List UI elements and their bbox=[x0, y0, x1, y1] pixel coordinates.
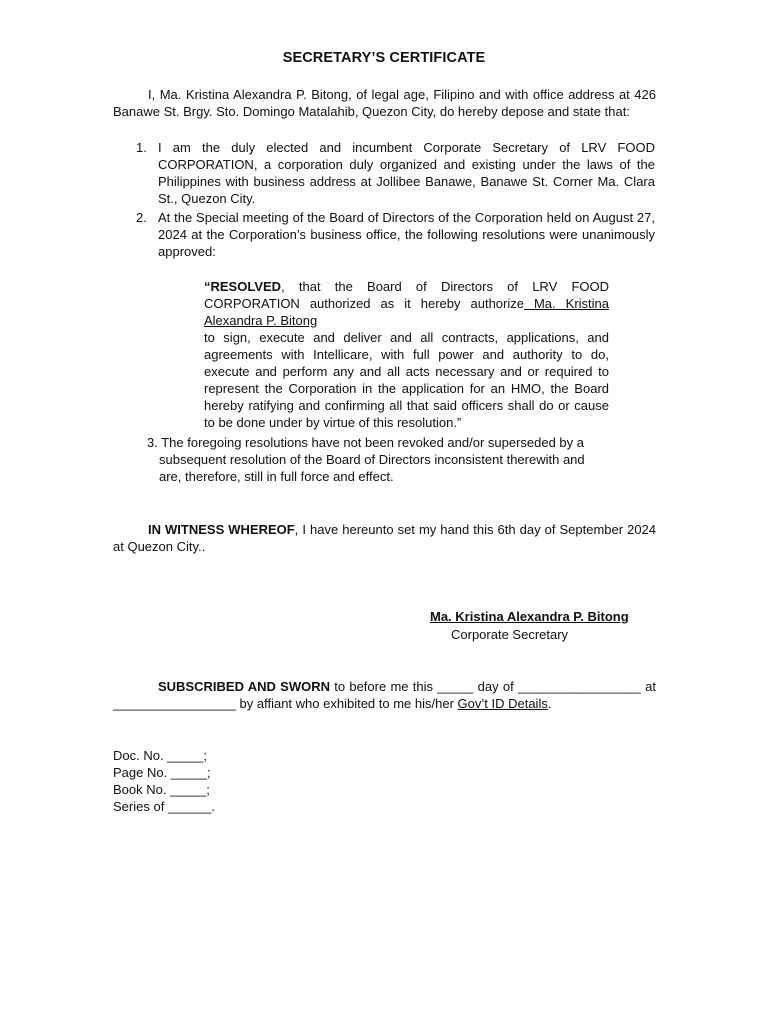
page-no: Page No. _____; bbox=[113, 765, 211, 780]
gov-id-details: Gov’t ID Details bbox=[457, 696, 548, 711]
list-text-3: 3. The foregoing resolutions have not been revoked and/or superseded by a subsequent resolution of the Board of Directors inconsistent therewith and are, therefore, still in full force and effect. bbox=[147, 435, 585, 484]
witness-heading: IN WITNESS WHEREOF bbox=[148, 522, 295, 537]
book-no: Book No. _____; bbox=[113, 782, 210, 797]
notary-block bbox=[113, 747, 413, 815]
jurat-paragraph bbox=[113, 678, 656, 712]
list-text-1: I am the duly elected and incumbent Corporate Secretary of LRV FOOD CORPORATION, a corporation duly organized and existing under the laws of the Philippines with business address at Jollibee Banawe, Banawe St. Corner Ma. Clara St., Quezon City. bbox=[158, 140, 655, 206]
series-of: Series of ______. bbox=[113, 799, 215, 814]
signatory-name: Ma. Kristina Alexandra P. Bitong bbox=[430, 609, 629, 624]
list-item-2 bbox=[136, 209, 655, 260]
authorized-person: Ma. Kristina Alexandra P. Bitong bbox=[204, 296, 609, 328]
resolution-block bbox=[204, 278, 609, 431]
jurat-text-1: to before me this _____ day of _________________ at _________________ by affiant who exhibited to me his/her bbox=[113, 679, 656, 711]
signatory-title: Corporate Secretary bbox=[451, 627, 569, 642]
list-number-2: 2. bbox=[136, 210, 147, 225]
witness-text: , I have hereunto set my hand this 6th day of September 2024 at Quezon City.. bbox=[113, 522, 657, 554]
list-text-2: At the Special meeting of the Board of Directors of the Corporation held on August 27, 2024 at the Corporation’s business office, the following resolutions were unanimously approved: bbox=[158, 210, 655, 259]
resolved-keyword: RESOLVED bbox=[210, 279, 282, 294]
witness-paragraph bbox=[113, 521, 656, 555]
list-item-1 bbox=[136, 139, 655, 207]
document-title: SECRETARY’S CERTIFICATE bbox=[282, 50, 486, 66]
jurat-text-2: . bbox=[547, 696, 552, 711]
list-number-1: 1. bbox=[136, 140, 147, 155]
jurat-heading: SUBSCRIBED AND SWORN bbox=[158, 679, 330, 694]
resolution-text-1: , that the Board of Directors of LRV FOOD CORPORATION authorized as it hereby authorize bbox=[204, 279, 609, 311]
intro-paragraph: I, Ma. Kristina Alexandra P. Bitong, of legal age, Filipino and with office address at 426 Banawe St. Brgy. Sto. Domingo Matalahib, Quezon City, do hereby depose and state that: bbox=[113, 87, 656, 119]
resolution-open-quote: “ bbox=[204, 279, 211, 294]
list-item-3 bbox=[147, 434, 607, 485]
resolution-text-2: to sign, execute and deliver and all contracts, applications, and agreements with Intellicare, with full power and authority to do, execute and perform any and all acts necessary and or required to represent the Corporation in the application for an HMO, the Board hereby ratifying and confirming all that said officers shall do or cause to be done under by virtue of this resolution.” bbox=[204, 330, 609, 430]
doc-no: Doc. No. _____; bbox=[113, 748, 207, 763]
